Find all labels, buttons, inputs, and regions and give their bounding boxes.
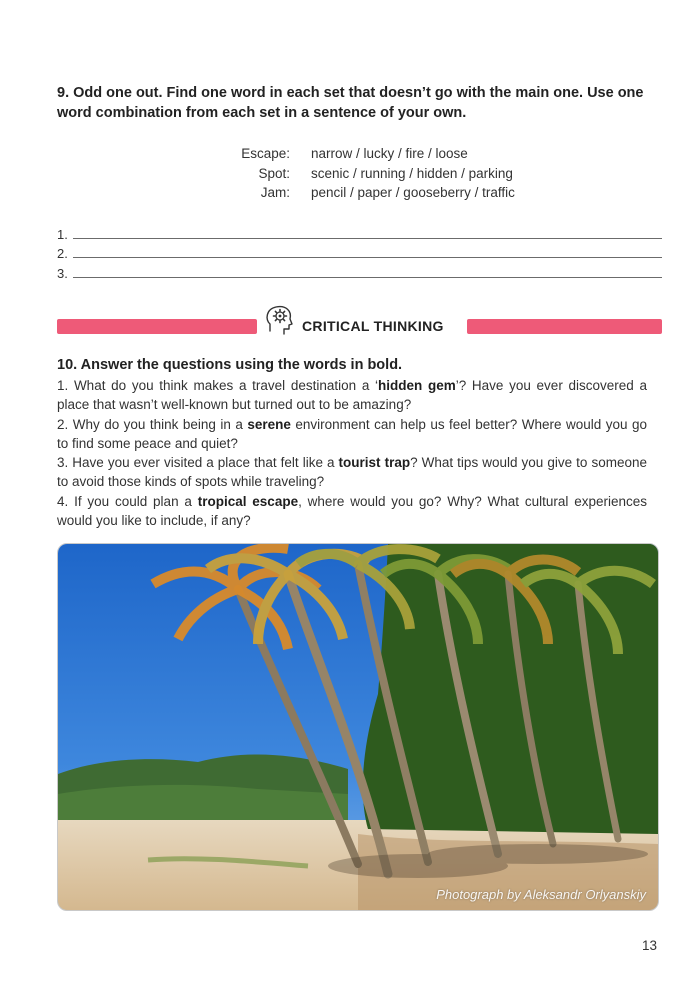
word-set-key: Jam: [260, 185, 290, 200]
question-text: 3. Have you ever visited a place that felt like a [57, 455, 339, 471]
question-text: 4. If you could plan a [57, 493, 198, 509]
banner-bar-right [467, 319, 662, 334]
question-text: , where would you go? Why? What cultural experiences would you like to include, if any? [57, 493, 647, 529]
answer-line-rule [73, 225, 662, 239]
bold-keyword: serene [247, 416, 291, 432]
word-set-row [210, 144, 515, 164]
question-text: 2. Why do you think being in a [57, 416, 248, 432]
answer-line-number: 3. [57, 265, 68, 281]
exercise-10 [57, 355, 647, 530]
critical-thinking-banner [57, 300, 662, 340]
answer-line-rule [73, 244, 662, 258]
section-label: CRITICAL THINKING [302, 318, 444, 334]
answer-line[interactable] [57, 222, 662, 242]
word-set-options: pencil / paper / gooseberry / traffic [311, 185, 515, 200]
answer-line[interactable] [57, 242, 662, 262]
exercise-9-title-line-2: word combination from each set in a sentence of your own. [57, 105, 467, 121]
photo-credit: Photograph by Aleksandr Orlyanskiy [436, 887, 646, 902]
word-set-row [210, 164, 515, 184]
question-text: environment can help us feel better? Where would you go to find some peace and quiet? [57, 416, 647, 451]
answer-lines [57, 222, 662, 281]
word-set-key: Spot: [258, 165, 290, 181]
exercise-10-title: 10. Answer the questions using the words in bold. [57, 357, 403, 373]
answer-line-number: 1. [57, 226, 68, 242]
word-set-options: scenic / running / hidden / parking [311, 165, 513, 181]
word-sets [210, 144, 515, 203]
word-set-row [210, 183, 515, 203]
answer-line-number: 2. [57, 246, 68, 261]
word-set-key: Escape: [241, 146, 290, 161]
question-item [57, 453, 647, 492]
bold-keyword: tropical escape [197, 493, 299, 509]
banner-bar-left [57, 319, 257, 334]
bold-keyword: tourist trap [338, 455, 411, 471]
question-item [57, 415, 647, 454]
answer-line[interactable] [57, 261, 662, 281]
question-item [57, 376, 647, 415]
head-gear-icon [260, 300, 300, 340]
page-number: 13 [641, 938, 657, 953]
exercise-9-instructions [57, 83, 657, 123]
beach-photo [57, 543, 659, 911]
exercise-9-title-line-1: 9. Odd one out. Find one word in each set that doesn’t go with the main one. Use one [57, 85, 644, 101]
bold-keyword: hidden gem [378, 378, 456, 393]
question-text: ? What tips would you give to someone to avoid those kinds of spots while traveling? [57, 455, 647, 490]
question-text: 1. What do you think makes a travel destination a ‘ [57, 378, 379, 393]
question-text: ’? Have you ever discovered a place that wasn’t well-known but turned out to be amazing? [57, 378, 647, 413]
word-set-options: narrow / lucky / fire / loose [311, 146, 468, 161]
question-item [57, 492, 647, 531]
answer-line-rule [73, 264, 662, 278]
